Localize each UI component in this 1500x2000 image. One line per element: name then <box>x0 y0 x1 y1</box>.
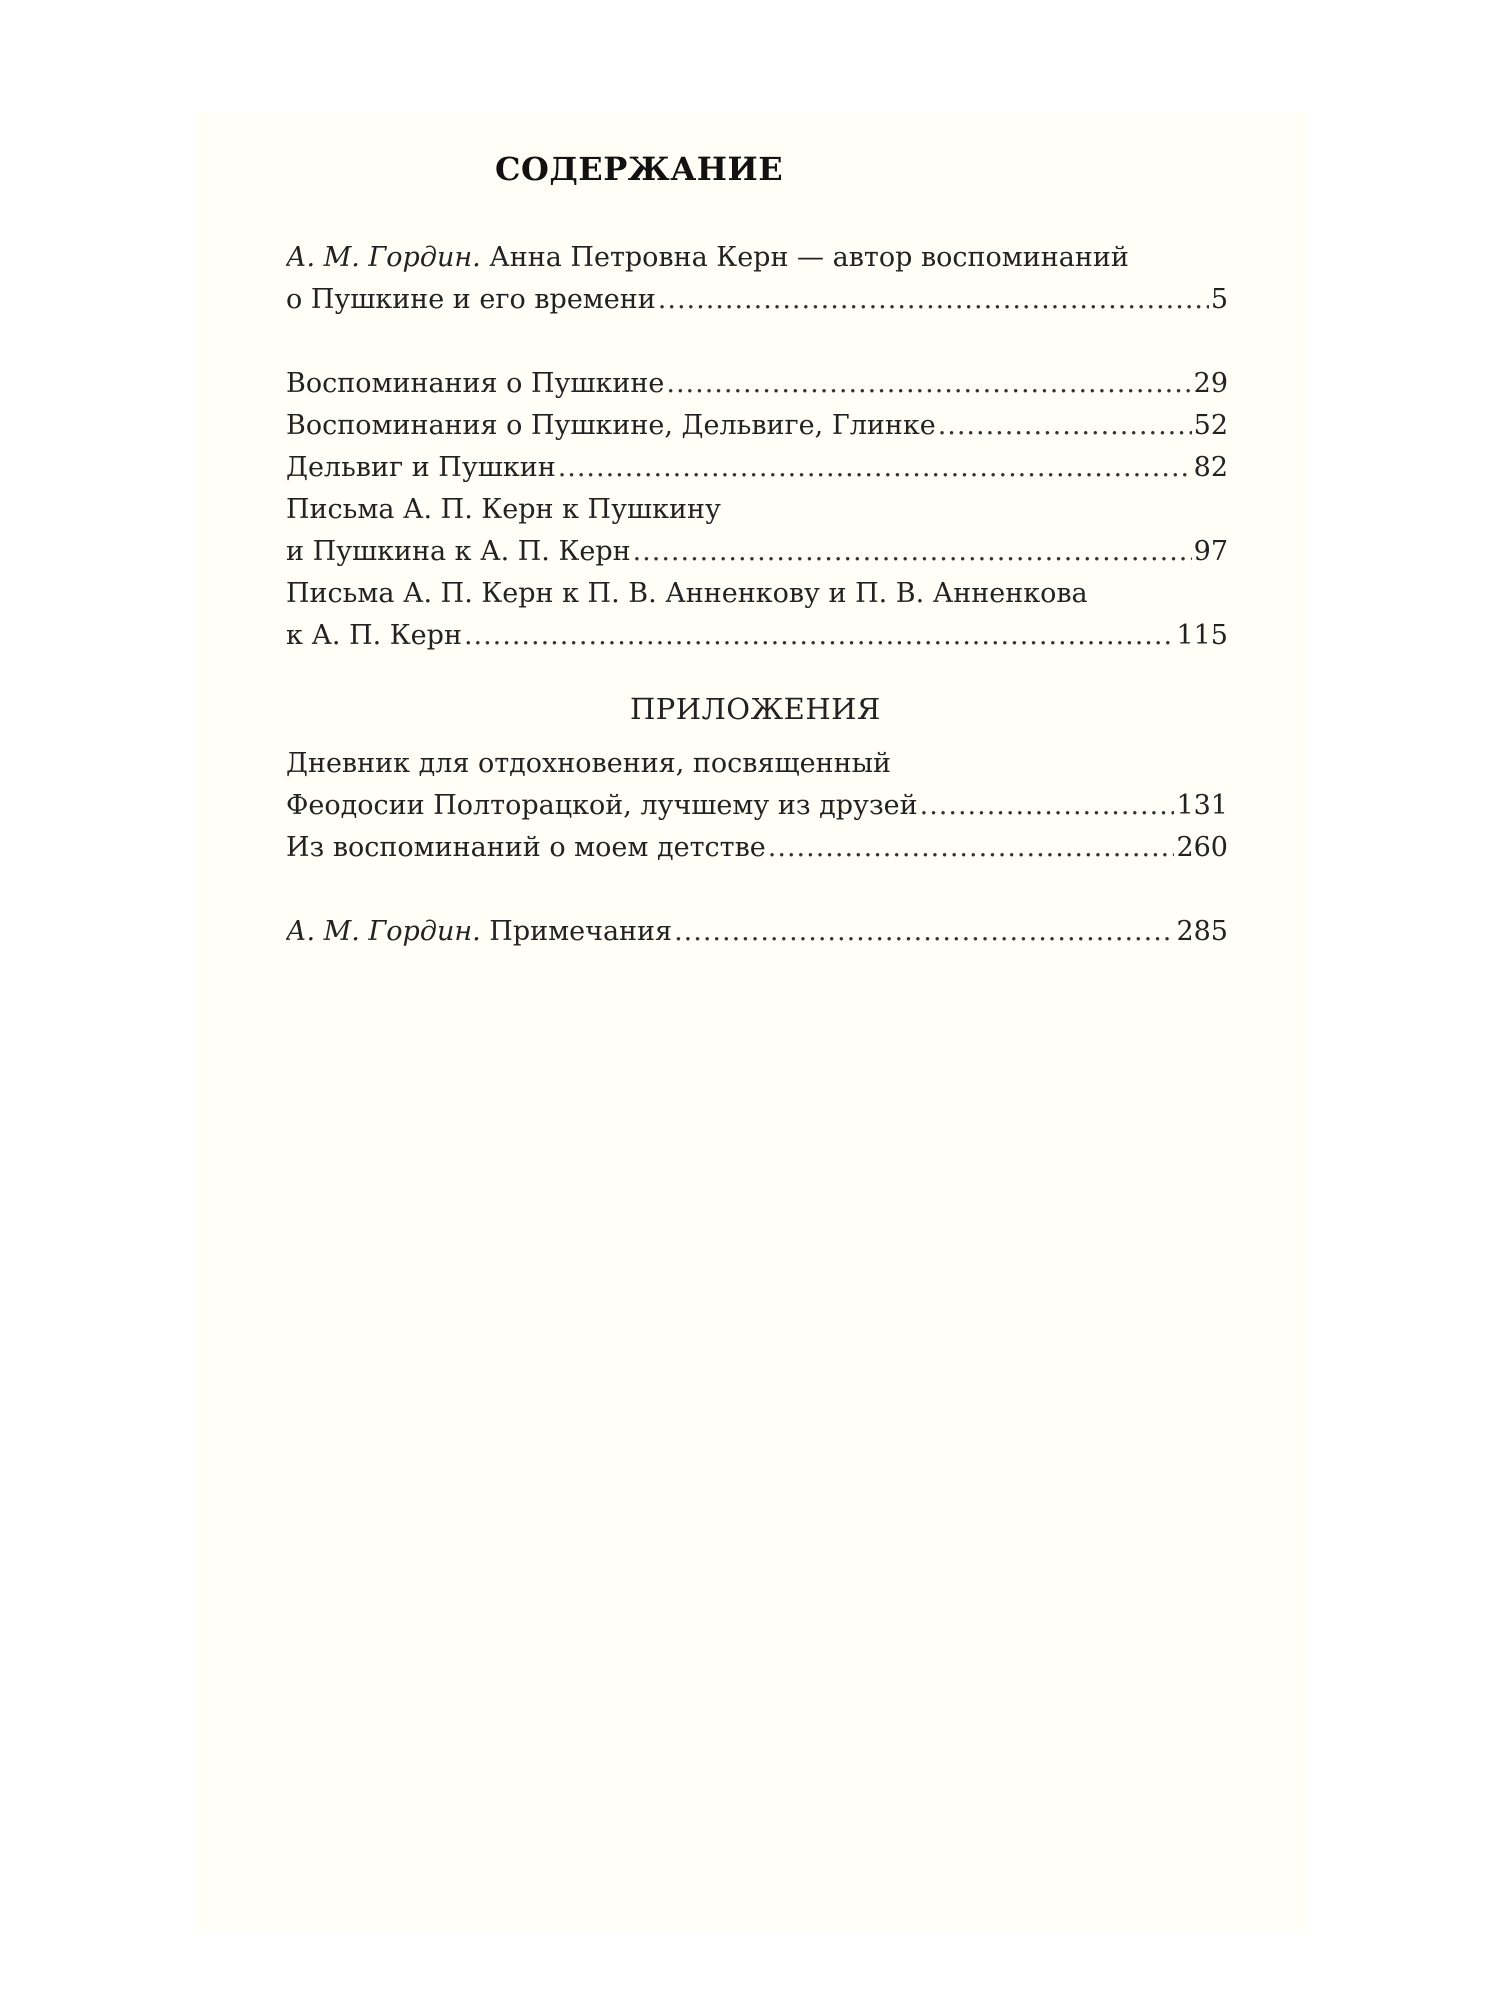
toc-entry-diary-line1 <box>286 743 1228 785</box>
page-number: 97 <box>1193 536 1228 567</box>
dot-leader <box>658 279 1209 321</box>
toc-entry-memoirs-delvig[interactable] <box>286 405 1228 447</box>
page-number: 29 <box>1193 368 1228 399</box>
entry-title: о Пушкине и его времени <box>286 284 656 315</box>
toc-entry-childhood[interactable] <box>286 827 1228 869</box>
toc-entry-memoirs-pushkin[interactable] <box>286 363 1228 405</box>
toc-entry-letters-annenkov[interactable] <box>286 615 1228 657</box>
dot-leader <box>666 363 1191 405</box>
toc-entry-letters-pushkin-line1 <box>286 489 1228 531</box>
toc-entry-letters-pushkin[interactable] <box>286 531 1228 573</box>
page-number: 131 <box>1176 790 1228 821</box>
dot-leader <box>633 531 1192 573</box>
dot-leader <box>674 911 1174 953</box>
entry-title: Письма А. П. Керн к Пушкину <box>286 494 721 525</box>
toc-entry-intro[interactable] <box>286 279 1228 321</box>
toc-entry-delvig-pushkin[interactable] <box>286 447 1228 489</box>
page-number: 52 <box>1193 410 1228 441</box>
dot-leader <box>768 827 1175 869</box>
entry-title: Из воспоминаний о моем детстве <box>286 832 766 863</box>
toc-entry-diary[interactable] <box>286 785 1228 827</box>
entry-title: Анна Петровна Керн — автор воспоминаний <box>480 242 1129 273</box>
entry-title: Феодосии Полторацкой, лучшему из друзей <box>286 790 918 821</box>
entry-title: к А. П. Керн <box>286 620 462 651</box>
page-number: 115 <box>1176 620 1228 651</box>
entry-author: А. М. Гордин. <box>286 916 481 947</box>
entry-title <box>286 911 672 953</box>
entry-title: Дельвиг и Пушкин <box>286 452 556 483</box>
dot-leader <box>920 785 1175 827</box>
page-number: 260 <box>1176 832 1228 863</box>
dot-leader <box>938 405 1192 447</box>
entry-title: и Пушкина к А. П. Керн <box>286 536 631 567</box>
toc-entry-notes[interactable] <box>286 911 1228 953</box>
entry-title-text: Примечания <box>480 916 673 947</box>
toc-entry-letters-annenkov-line1 <box>286 573 1228 615</box>
page-number: 5 <box>1210 284 1228 315</box>
entry-title: Воспоминания о Пушкине <box>286 368 665 399</box>
entry-title: Воспоминания о Пушкине, Дельвиге, Глинке <box>286 410 936 441</box>
dot-leader <box>464 615 1175 657</box>
dot-leader <box>558 447 1192 489</box>
entry-title: Письма А. П. Керн к П. В. Анненкову и П. В. Анненкова <box>286 578 1088 609</box>
entry-author: А. М. Гордин. <box>286 242 481 273</box>
toc-entry-intro-line1 <box>286 237 1228 279</box>
appendix-heading: ПРИЛОЖЕНИЯ <box>630 692 881 726</box>
entry-title: Дневник для отдохновения, посвященный <box>286 748 892 779</box>
page-number: 285 <box>1176 916 1228 947</box>
page-number: 82 <box>1193 452 1228 483</box>
page-title: СОДЕРЖАНИЕ <box>495 150 784 188</box>
